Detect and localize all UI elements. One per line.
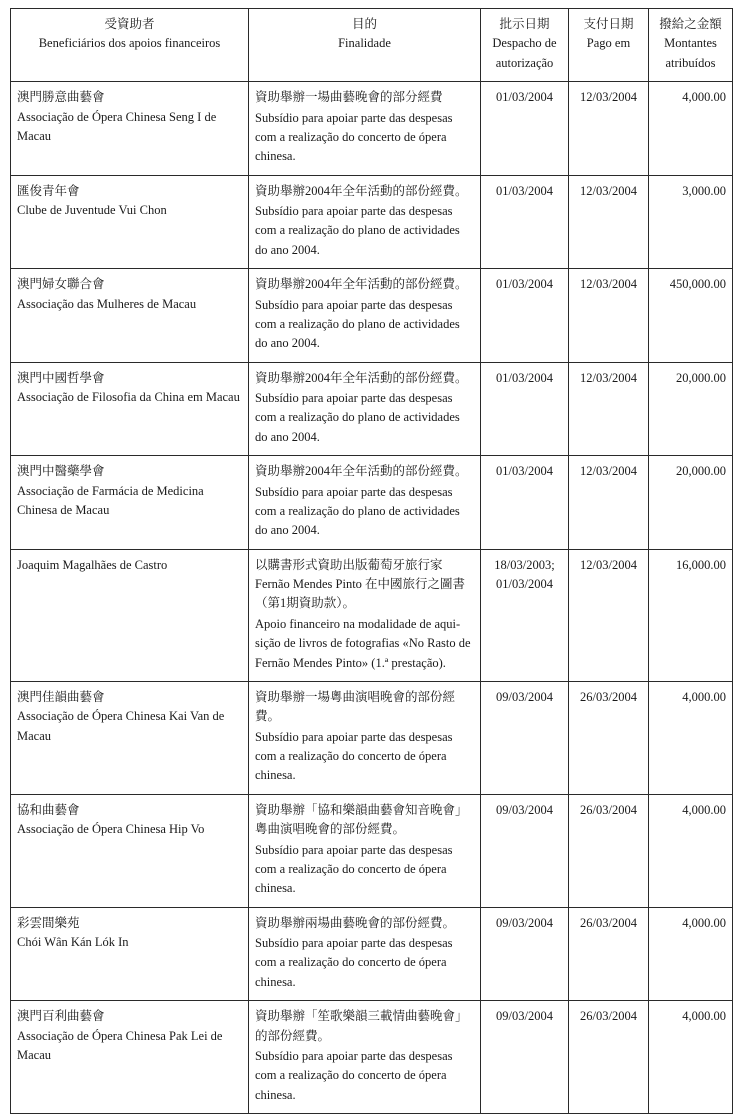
table-row [11, 269, 733, 363]
table-row [11, 362, 733, 456]
table-row [11, 82, 733, 176]
column-header-authorization-date-zh: 批示日期 [499, 17, 550, 31]
cell-purpose [249, 175, 481, 269]
beneficiary-name-pt: Associação de Ópera Chinesa Kai Van de Macau [17, 709, 225, 743]
column-header-payment-date [569, 9, 649, 82]
beneficiary-name-pt: Associação de Ópera Chinesa Seng I de Macau [17, 109, 217, 143]
purpose-zh: 資助舉辦「協和樂韻曲藝會知音晚會」粵曲演唱晚會的部份經費。 [255, 802, 468, 837]
cell-beneficiary [11, 362, 249, 456]
cell-payment-date: 26/03/2004 [569, 681, 649, 794]
purpose-pt: Subsídio para apoiar parte das despesas com a realização do concerto de ópera chinesa. [255, 729, 453, 783]
column-header-amount-pt: Montantes atribuídos [664, 36, 717, 70]
cell-beneficiary [11, 82, 249, 176]
column-header-authorization-date [481, 9, 569, 82]
cell-beneficiary [11, 175, 249, 269]
purpose-pt: Subsídio para apoiar parte das despesas com a realização do concerto de ópera chinesa. [255, 936, 453, 989]
cell-authorization-date: 01/03/2004 [481, 362, 569, 456]
cell-amount: 4,000.00 [649, 794, 733, 907]
purpose-zh: 以購書形式資助出版葡萄牙旅行家Fernão Mendes Pinto 在中國旅行之圖書（第1期資助款）。 [255, 557, 466, 611]
financial-support-table [10, 8, 733, 1114]
column-header-payment-date-pt: Pago em [586, 36, 631, 51]
cell-payment-date: 12/03/2004 [569, 269, 649, 363]
table-row [11, 456, 733, 550]
cell-purpose [249, 1001, 481, 1114]
purpose-pt: Subsídio para apoiar parte das despesas com a realização do concerto de ópera chinesa. [255, 110, 453, 164]
cell-amount: 20,000.00 [649, 456, 733, 550]
purpose-pt: Subsídio para apoiar parte das despesas com a realização do plano de actividades do ano 2004. [255, 391, 460, 444]
cell-beneficiary [11, 456, 249, 550]
table-row [11, 175, 733, 269]
column-header-payment-date-zh: 支付日期 [583, 17, 634, 31]
cell-payment-date: 12/03/2004 [569, 362, 649, 456]
cell-purpose [249, 794, 481, 907]
beneficiary-name-zh: 澳門婦女聯合會 [17, 277, 105, 292]
beneficiary-name-zh: 澳門中國哲學會 [17, 370, 105, 385]
cell-purpose [249, 456, 481, 550]
cell-authorization-date: 09/03/2004 [481, 907, 569, 1001]
cell-purpose [249, 907, 481, 1001]
cell-amount: 450,000.00 [649, 269, 733, 363]
cell-beneficiary [11, 794, 249, 907]
beneficiary-name-zh: 澳門百利曲藝會 [17, 1009, 105, 1024]
cell-beneficiary [11, 549, 249, 681]
cell-payment-date: 26/03/2004 [569, 794, 649, 907]
column-header-purpose-zh: 目的 [351, 17, 377, 31]
beneficiary-name-pt: Clube de Juventude Vui Chon [17, 203, 167, 217]
beneficiary-name-zh: 彩雲間樂苑 [17, 915, 80, 930]
column-header-beneficiary-zh: 受資助者 [104, 17, 155, 31]
purpose-pt: Subsídio para apoiar parte das despesas com a realização do plano de actividades do ano 2004. [255, 204, 460, 257]
cell-payment-date: 26/03/2004 [569, 907, 649, 1001]
column-header-purpose [249, 9, 481, 82]
column-header-beneficiary-pt: Beneficiários dos apoios financeiros [38, 36, 221, 51]
cell-authorization-date: 09/03/2004 [481, 794, 569, 907]
purpose-pt: Subsídio para apoiar parte das despesas com a realização do plano de actividades do ano 2004. [255, 297, 460, 351]
beneficiary-name-zh: 匯俊青年會 [17, 183, 80, 198]
beneficiary-name-pt: Associação de Ópera Chinesa Hip Vo [17, 822, 205, 837]
column-header-amount [649, 9, 733, 82]
cell-payment-date: 12/03/2004 [569, 82, 649, 176]
cell-beneficiary [11, 907, 249, 1001]
cell-purpose [249, 82, 481, 176]
beneficiary-name-zh: 澳門佳韻曲藝會 [17, 689, 105, 704]
cell-authorization-date: 01/03/2004 [481, 456, 569, 550]
purpose-zh: 資助舉辦兩場曲藝晚會的部份經費。 [255, 915, 456, 930]
beneficiary-name-pt: Associação de Ópera Chinesa Pak Lei de Macau [17, 1028, 223, 1062]
cell-amount: 16,000.00 [649, 549, 733, 681]
beneficiary-name-zh: 澳門勝意曲藝會 [17, 90, 105, 105]
column-header-beneficiary [11, 9, 249, 82]
cell-authorization-date: 01/03/2004 [481, 82, 569, 176]
cell-amount: 4,000.00 [649, 681, 733, 794]
column-header-purpose-pt: Finalidade [338, 36, 391, 51]
beneficiary-name-zh: 協和曲藝會 [17, 802, 80, 817]
beneficiary-name-pt: Associação de Farmácia de Medicina Chinesa de Macau [17, 483, 204, 517]
cell-amount: 3,000.00 [649, 175, 733, 269]
beneficiary-name-pt: Associação das Mulheres de Macau [17, 296, 197, 311]
cell-purpose [249, 362, 481, 456]
cell-authorization-date: 01/03/2004 [481, 175, 569, 269]
cell-beneficiary [11, 1001, 249, 1114]
beneficiary-name-zh: 澳門中醫藥學會 [17, 464, 105, 479]
purpose-zh: 資助舉辦一場粵曲演唱晚會的部份經費。 [255, 689, 456, 724]
cell-amount: 4,000.00 [649, 907, 733, 1001]
purpose-zh: 資助舉辦2004年全年活動的部份經費。 [255, 277, 468, 292]
cell-amount: 20,000.00 [649, 362, 733, 456]
purpose-zh: 資助舉辦「笙歌樂韻三載情曲藝晚會」的部份經費。 [255, 1009, 468, 1043]
cell-purpose [249, 549, 481, 681]
cell-purpose [249, 681, 481, 794]
cell-authorization-date: 09/03/2004 [481, 1001, 569, 1114]
purpose-pt: Subsídio para apoiar parte das despesas com a realização do concerto de ópera chinesa. [255, 1048, 453, 1102]
cell-authorization-date: 01/03/2004 [481, 269, 569, 363]
cell-beneficiary [11, 681, 249, 794]
cell-beneficiary [11, 269, 249, 363]
cell-purpose [249, 269, 481, 363]
purpose-zh: 資助舉辦2004年全年活動的部份經費。 [255, 464, 468, 479]
cell-payment-date: 12/03/2004 [569, 175, 649, 269]
table-row [11, 907, 733, 1001]
column-header-amount-zh: 撥給之金額 [659, 17, 722, 31]
cell-authorization-date: 18/03/2003; 01/03/2004 [481, 549, 569, 681]
cell-payment-date: 12/03/2004 [569, 456, 649, 550]
table-row [11, 681, 733, 794]
cell-amount: 4,000.00 [649, 1001, 733, 1114]
table-header [11, 9, 733, 82]
table-row [11, 1001, 733, 1114]
cell-amount: 4,000.00 [649, 82, 733, 176]
table-body [11, 82, 733, 1114]
beneficiary-name-pt: Associação de Filosofia da China em Macau [17, 390, 240, 404]
purpose-zh: 資助舉辦2004年全年活動的部份經費。 [255, 370, 468, 385]
document-page [0, 8, 746, 1102]
table-row [11, 549, 733, 681]
purpose-zh: 資助舉辦2004年全年活動的部份經費。 [255, 183, 468, 198]
cell-authorization-date: 09/03/2004 [481, 681, 569, 794]
cell-payment-date: 26/03/2004 [569, 1001, 649, 1114]
beneficiary-name-pt: Chói Wân Kán Lók In [17, 935, 129, 949]
purpose-pt: Subsídio para apoiar parte das despesas com a realização do plano de actividades do ano 2004. [255, 484, 460, 538]
cell-payment-date: 12/03/2004 [569, 549, 649, 681]
purpose-pt: Apoio financeiro na modalidade de aqui-sição de livros de fotografias «No Rasto de Fernão Mendes Pinto» (1.ª prestação). [255, 616, 471, 670]
column-header-authorization-date-pt: Despacho de autorização [492, 36, 557, 70]
purpose-zh: 資助舉辦一場曲藝晚會的部分經費 [255, 90, 443, 105]
table-header-row [11, 9, 733, 82]
table-row [11, 794, 733, 907]
beneficiary-name-pt: Joaquim Magalhães de Castro [17, 557, 168, 572]
purpose-pt: Subsídio para apoiar parte das despesas com a realização do concerto de ópera chinesa. [255, 842, 453, 896]
